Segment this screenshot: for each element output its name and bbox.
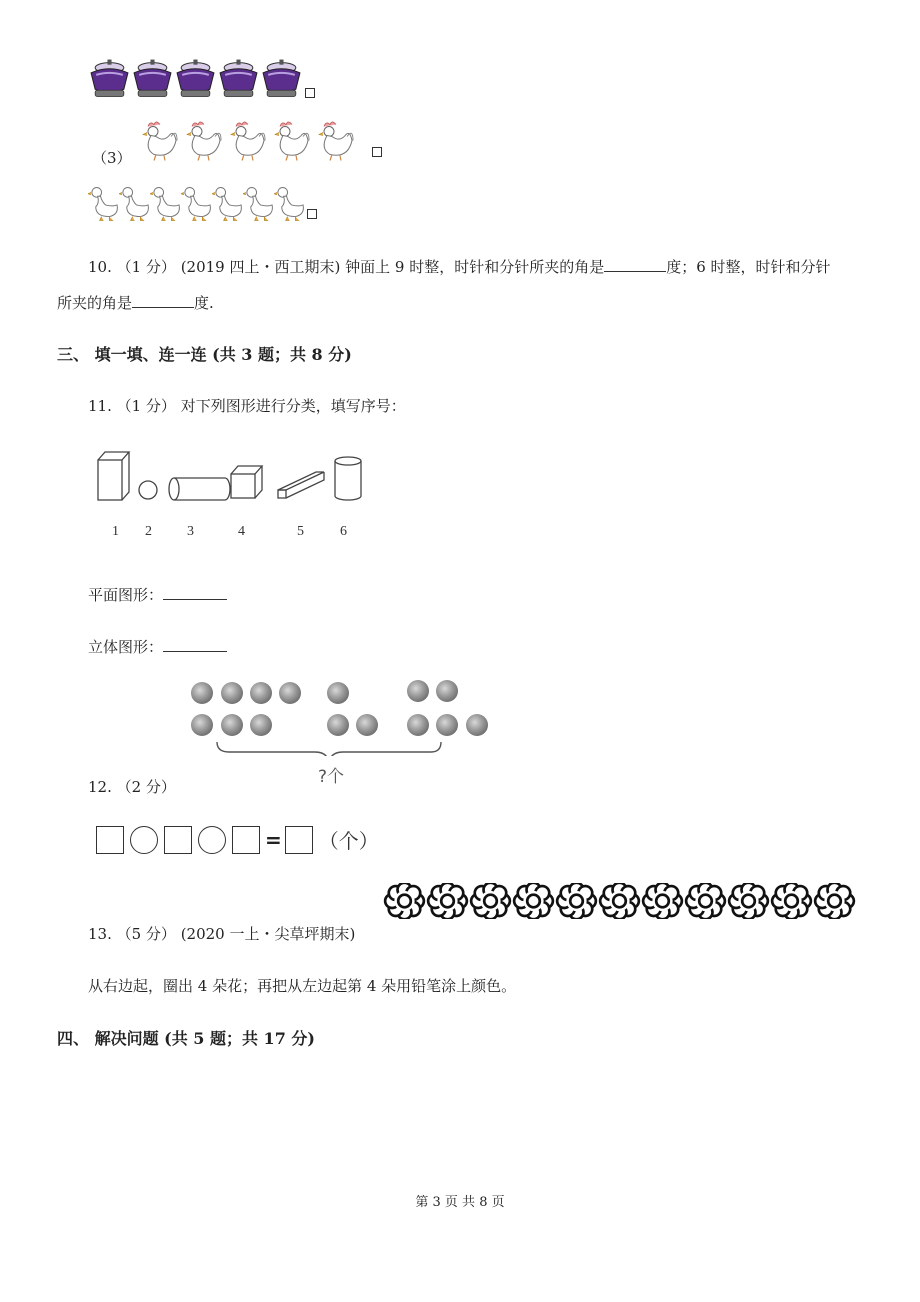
answer-box[interactable] xyxy=(307,209,317,219)
question-13-instruction: 从右边起，圈出 4 朵花；再把从左边起第 4 朵用铅笔涂上颜色。 xyxy=(88,977,517,995)
answer-blank[interactable] xyxy=(163,637,227,652)
plane-label: 平面图形： xyxy=(88,586,164,604)
answer-box[interactable] xyxy=(372,147,382,157)
brace-line xyxy=(217,742,441,756)
question-11-text: 11. （1 分） 对下列图形进行分类，填写序号： xyxy=(88,397,406,415)
answer-box[interactable] xyxy=(305,88,315,98)
tall-prism-shape xyxy=(98,452,129,500)
answer-blank[interactable] xyxy=(132,293,194,308)
cube-shape xyxy=(231,466,262,498)
duck-icon xyxy=(88,183,119,223)
duck-icon xyxy=(212,183,243,223)
dot xyxy=(327,714,349,736)
section-4-title: 四、 解决问题 (共 5 题；共 17 分) xyxy=(57,1029,315,1048)
duck-icon xyxy=(119,183,150,223)
flower-icon[interactable] xyxy=(684,883,727,919)
duck-pictures xyxy=(88,183,305,223)
solid-label: 立体图形： xyxy=(88,638,164,656)
chicken-pictures xyxy=(138,118,358,163)
dot xyxy=(191,682,213,704)
answer-blank[interactable] xyxy=(604,257,666,272)
flower-row xyxy=(383,883,856,919)
flower-icon[interactable] xyxy=(555,883,598,919)
shape-label-3: 3 xyxy=(187,524,194,539)
plane-shapes-line xyxy=(88,584,227,605)
dot xyxy=(250,682,272,704)
dot xyxy=(327,682,349,704)
flower-icon[interactable] xyxy=(641,883,684,919)
answer-box[interactable] xyxy=(164,826,192,854)
chicken-icon xyxy=(138,118,182,163)
shape-label-4: 4 xyxy=(238,524,245,539)
chicken-icon xyxy=(182,118,226,163)
chicken-icon xyxy=(226,118,270,163)
circle-shape xyxy=(139,481,157,499)
flower-icon[interactable] xyxy=(512,883,555,919)
long-prism-shape xyxy=(278,472,324,498)
flower-icon[interactable] xyxy=(426,883,469,919)
dot xyxy=(191,714,213,736)
question-mark-label: ?个 xyxy=(318,767,345,787)
pot-icon xyxy=(131,58,174,100)
duck-icon xyxy=(181,183,212,223)
flower-icon[interactable] xyxy=(598,883,641,919)
flower-icon[interactable] xyxy=(770,883,813,919)
operator-circle[interactable] xyxy=(198,826,226,854)
section-3-title: 三、 填一填、连一连 (共 3 题；共 8 分) xyxy=(57,345,352,364)
duck-icon xyxy=(274,183,305,223)
answer-box[interactable] xyxy=(232,826,260,854)
flower-icon[interactable] xyxy=(727,883,770,919)
answer-blank[interactable] xyxy=(163,585,227,600)
pot-icon xyxy=(174,58,217,100)
dots-figure xyxy=(185,676,505,756)
flower-icon[interactable] xyxy=(383,883,426,919)
operator-circle[interactable] xyxy=(130,826,158,854)
dot xyxy=(221,714,243,736)
dot xyxy=(250,714,272,736)
duck-icon xyxy=(243,183,274,223)
dot xyxy=(356,714,378,736)
horizontal-cylinder-shape xyxy=(169,478,230,500)
pot-row xyxy=(88,58,315,100)
equation-row xyxy=(96,825,379,854)
question-10 xyxy=(88,256,878,277)
dot xyxy=(436,714,458,736)
pot-icon xyxy=(217,58,260,100)
row3-label: （3） xyxy=(92,149,132,167)
dot xyxy=(279,682,301,704)
chicken-row xyxy=(138,118,382,163)
pot-icon xyxy=(88,58,131,100)
duck-icon xyxy=(150,183,181,223)
dot xyxy=(221,682,243,704)
question-10-line2 xyxy=(57,292,214,313)
shapes-figure xyxy=(92,448,372,508)
flower-icon[interactable] xyxy=(813,883,856,919)
pot-icon xyxy=(260,58,303,100)
chicken-icon xyxy=(270,118,314,163)
dot xyxy=(407,714,429,736)
solid-shapes-line xyxy=(88,636,227,657)
equals-sign: = xyxy=(265,827,282,852)
q10-text-4: 度. xyxy=(194,294,214,312)
duck-row xyxy=(88,183,317,223)
answer-box[interactable] xyxy=(285,826,313,854)
upright-cylinder-shape xyxy=(335,457,361,500)
shape-label-1: 1 xyxy=(112,524,119,539)
question-12-text: 12. （2 分） xyxy=(88,778,176,796)
unit-label: （个） xyxy=(318,829,379,853)
shape-label-5: 5 xyxy=(297,524,304,539)
q10-text-1: 10. （1 分） (2019 四上・西工期末) 钟面上 9 时整，时针和分针所夹的角是 xyxy=(88,258,605,276)
shape-label-6: 6 xyxy=(340,524,347,539)
dot xyxy=(407,680,429,702)
q10-text-3: 所夹的角是 xyxy=(57,294,133,312)
answer-box[interactable] xyxy=(96,826,124,854)
page-footer: 第 3 页 共 8 页 xyxy=(415,1195,505,1210)
dot xyxy=(436,680,458,702)
dot xyxy=(466,714,488,736)
chicken-icon xyxy=(314,118,358,163)
pot-pictures xyxy=(88,58,303,100)
shape-label-2: 2 xyxy=(145,524,152,539)
question-13-text: 13. （5 分） (2020 一上・尖草坪期末) xyxy=(88,925,356,943)
flower-icon[interactable] xyxy=(469,883,512,919)
q10-text-2: 度；6 时整，时针和分针 xyxy=(666,258,831,276)
